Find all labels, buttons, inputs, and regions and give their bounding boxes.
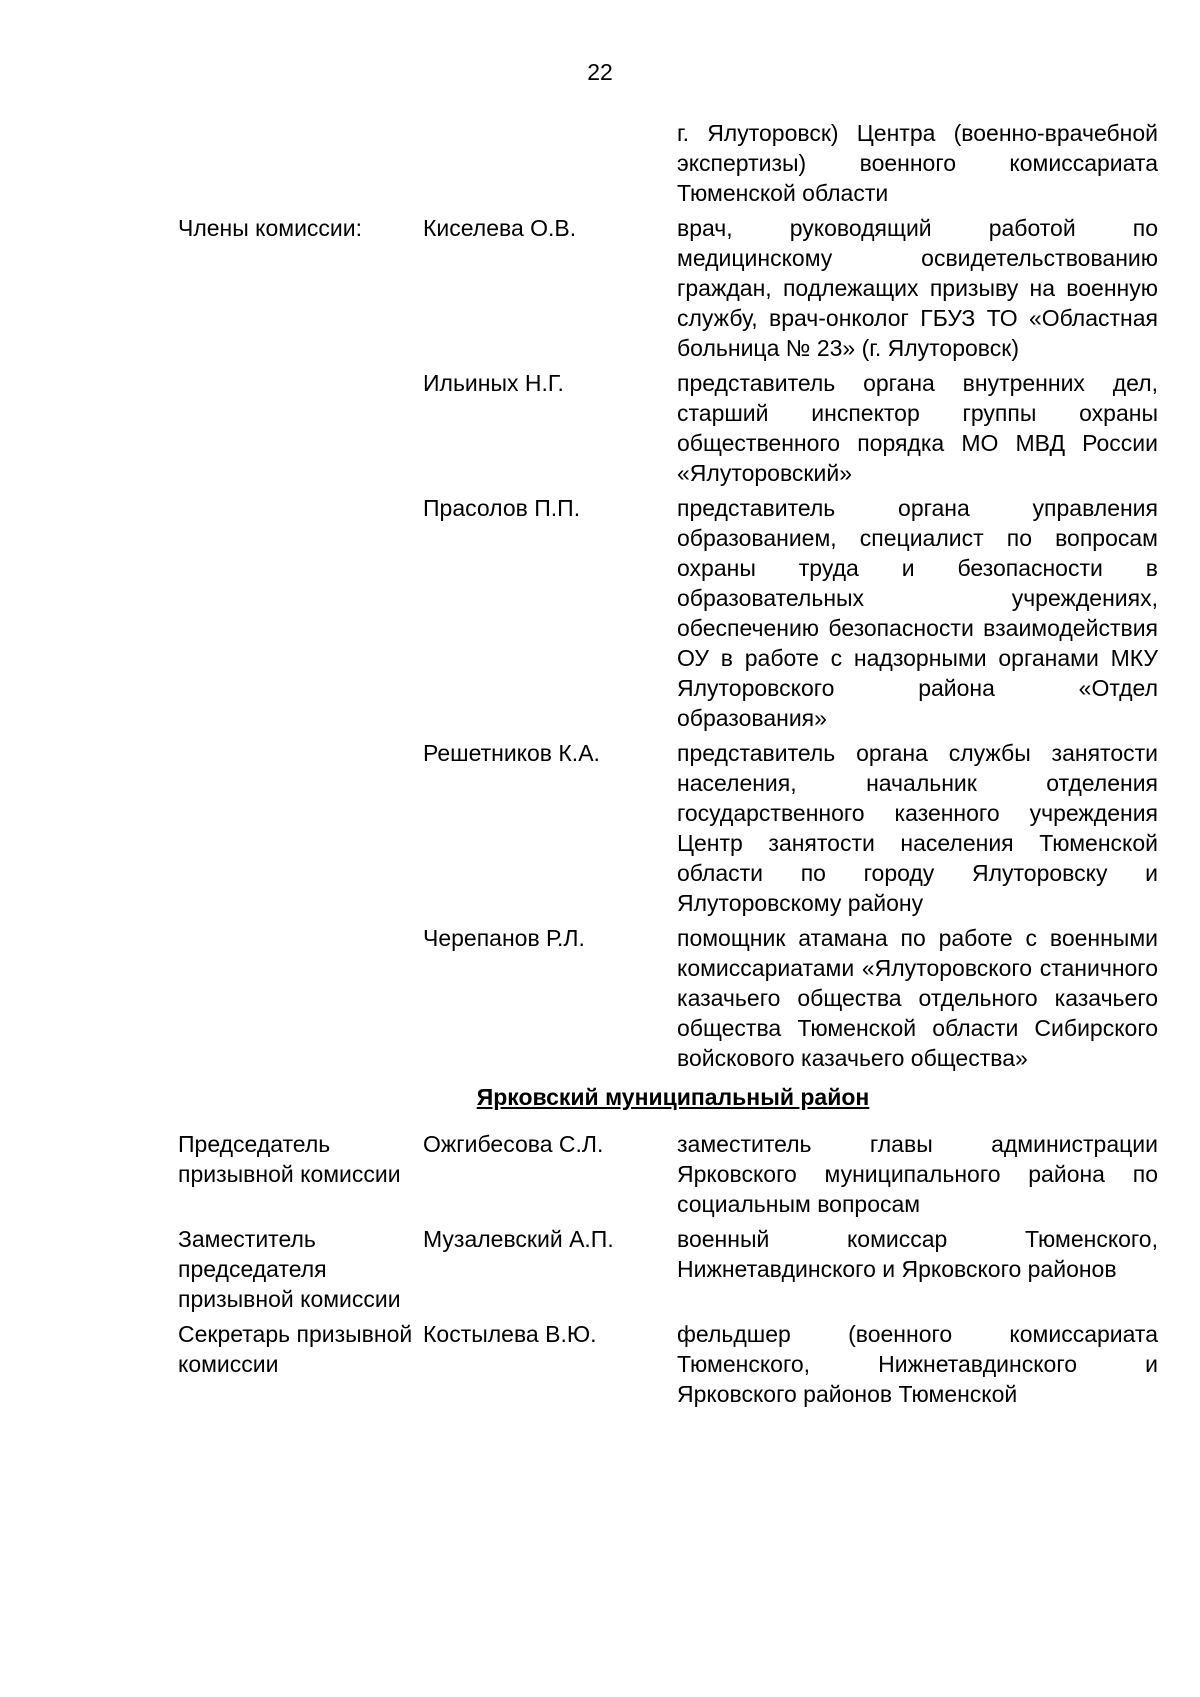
- section-heading: Ярковский муниципальный район: [476, 1084, 870, 1110]
- member-role: Члены комиссии:: [178, 215, 363, 241]
- table-row: [178, 493, 1158, 733]
- member-name: Киселева О.В.: [423, 215, 577, 241]
- table-row: [178, 213, 1158, 363]
- table-row: [178, 1129, 1158, 1219]
- member-role: [178, 493, 423, 733]
- member-description: военный комиссар Тюменского, Нижнетавдинского и Ярковского районов: [677, 1226, 1158, 1282]
- member-description: представитель органа управления образованием, специалист по вопросам охраны труда и безопасности в образовательных учреждениях, обеспечению безопасности взаимодействия ОУ в работе с надзорными органами МКУ Ялуторовского района «Отдел образования»: [677, 495, 1158, 731]
- member-name: Черепанов Р.Л.: [423, 925, 585, 951]
- member-role: Секретарь призывной комиссии: [178, 1321, 413, 1377]
- member-name: Решетников К.А.: [423, 740, 600, 766]
- member-role: Заместитель председателя призывной комиссии: [178, 1226, 401, 1312]
- table-row: [178, 1319, 1158, 1409]
- table-row: [178, 738, 1158, 918]
- member-name: Прасолов П.П.: [423, 495, 581, 521]
- member-description: врач, руководящий работой по медицинскому освидетельствованию граждан, подлежащих призыву на военную службу, врач-онколог ГБУЗ ТО «Областная больница № 23» (г. Ялуторовск): [677, 215, 1158, 361]
- table-row: [178, 368, 1158, 488]
- member-description: помощник атамана по работе с военными комиссариатами «Ялуторовского станичного казачьего общества отдельного казачьего общества Тюменской области Сибирского войскового казачьего общества»: [677, 925, 1158, 1071]
- member-name: [423, 118, 677, 208]
- member-description: г. Ялуторовск) Центра (военно-врачебной экспертизы) военного комиссариата Тюменской области: [677, 120, 1158, 206]
- member-name: Музалевский А.П.: [423, 1226, 614, 1252]
- member-name: Ильиных Н.Г.: [423, 370, 564, 396]
- member-description: представитель органа службы занятости населения, начальник отделения государственного казенного учреждения Центр занятости населения Тюменской области по городу Ялуторовску и Ялуторовскому району: [677, 740, 1158, 916]
- member-role: [178, 368, 423, 488]
- page-number: 22: [587, 59, 613, 85]
- member-name: Костылева В.Ю.: [423, 1321, 597, 1347]
- commission-list: [178, 118, 1158, 1414]
- member-role: [178, 923, 423, 1073]
- member-role: [178, 118, 423, 208]
- table-row: [178, 118, 1158, 208]
- member-name: Ожгибесова С.Л.: [423, 1131, 604, 1157]
- table-row: [178, 1224, 1158, 1314]
- member-description: заместитель главы администрации Ярковского муниципального района по социальным вопросам: [677, 1131, 1158, 1217]
- member-description: представитель органа внутренних дел, старший инспектор группы охраны общественного порядка МО МВД России «Ялуторовский»: [677, 370, 1158, 486]
- table-row: [178, 923, 1158, 1073]
- member-description: фельдшер (военного комиссариата Тюменского, Нижнетавдинского и Ярковского районов Тюменской: [677, 1321, 1158, 1407]
- member-role: Председатель призывной комиссии: [178, 1131, 401, 1187]
- member-role: [178, 738, 423, 918]
